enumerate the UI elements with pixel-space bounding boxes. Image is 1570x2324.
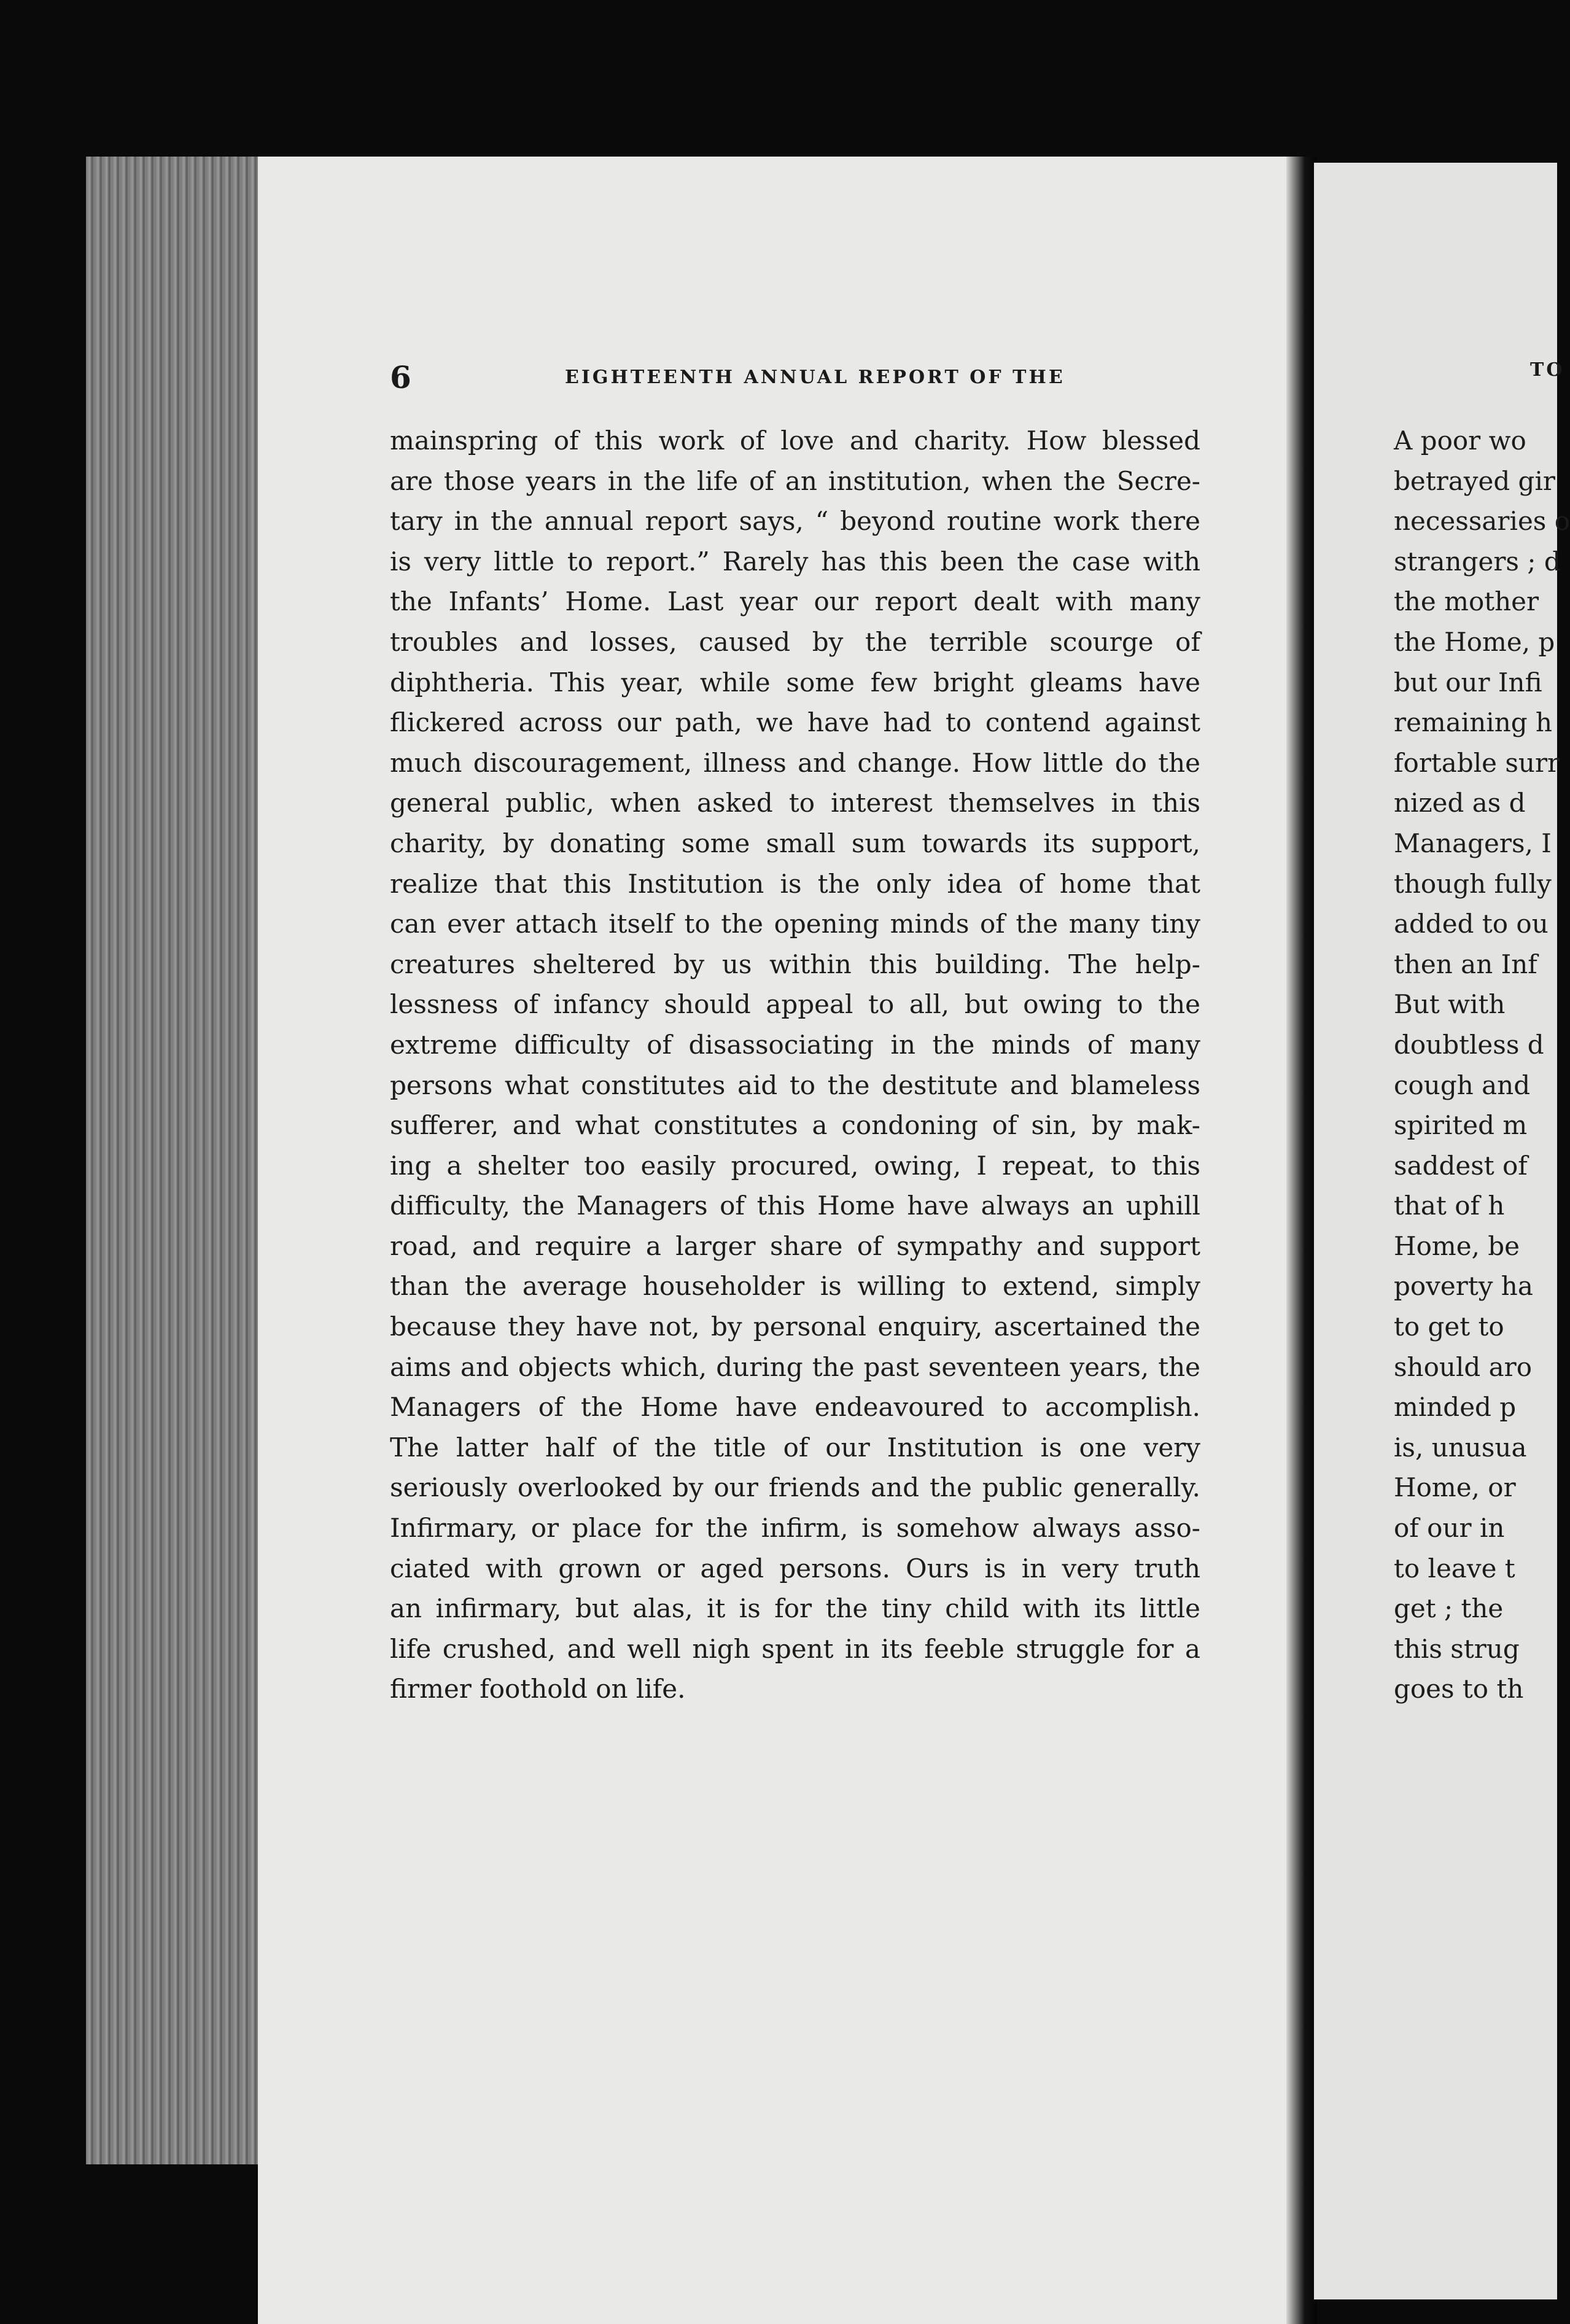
text-line: creatures sheltered by us within this building. The help-: [390, 949, 1200, 979]
text-line: seriously overlooked by our friends and the public generally.: [390, 1472, 1200, 1503]
page-edges: [86, 157, 264, 2164]
text-line: the mother: [1394, 586, 1539, 617]
text-line: of our in: [1394, 1513, 1505, 1544]
text-line: remaining h: [1394, 707, 1553, 738]
text-line: can ever attach itself to the opening minds of the many tiny: [390, 909, 1200, 939]
text-line: lessness of infancy should appeal to all, but owing to the: [390, 989, 1200, 1020]
text-line: though fully: [1394, 868, 1552, 899]
text-line: ciated with grown or aged persons. Ours is in very truth: [390, 1553, 1200, 1584]
text-line: sufferer, and what constitutes a condoning of sin, by mak-: [390, 1110, 1200, 1141]
text-line: Home, be: [1394, 1230, 1520, 1261]
text-line: is, unusua: [1394, 1432, 1527, 1463]
text-line: difficulty, the Managers of this Home have always an uphill: [390, 1191, 1200, 1221]
text-line: that of h: [1394, 1191, 1505, 1221]
text-line: strangers ; d: [1394, 546, 1561, 577]
text-line: than the average householder is willing to extend, simply: [390, 1271, 1200, 1302]
text-line: because they have not, by personal enquiry, ascertained the: [390, 1312, 1200, 1342]
text-line: saddest of: [1394, 1150, 1528, 1181]
text-line: extreme difficulty of disassociating in the minds of many: [390, 1029, 1200, 1060]
right-page-text: [1394, 421, 1570, 1709]
text-line: realize that this Institution is the only idea of home that: [390, 868, 1200, 899]
text-line: the Infants’ Home. Last year our report dealt with many: [390, 586, 1200, 617]
book-gutter: [1286, 157, 1317, 2324]
text-line: mainspring of this work of love and charity. How blessed: [390, 426, 1200, 456]
text-line: tary in the annual report says, “ beyond routine work there: [390, 506, 1200, 537]
text-line: aims and objects which, during the past seventeen years, the: [390, 1351, 1200, 1382]
text-line: Infirmary, or place for the infirm, is somehow always asso-: [390, 1513, 1200, 1544]
text-line: troubles and losses, caused by the terrible scourge of: [390, 626, 1200, 657]
text-line: general public, when asked to interest themselves in this: [390, 788, 1200, 818]
text-line: doubtless d: [1394, 1029, 1544, 1060]
text-line: ing a shelter too easily procured, owing, I repeat, to this: [390, 1150, 1200, 1181]
text-line: diphtheria. This year, while some few bright gleams have: [390, 667, 1200, 698]
running-head: EIGHTEENTH ANNUAL REPORT OF THE: [565, 367, 1065, 388]
text-line: necessaries o: [1394, 506, 1570, 537]
text-line: minded p: [1394, 1392, 1517, 1423]
text-line: spirited m: [1394, 1110, 1528, 1141]
text-line: should aro: [1394, 1351, 1533, 1382]
text-line: much discouragement, illness and change. How little do the: [390, 747, 1200, 778]
text-line: Home, or: [1394, 1472, 1516, 1503]
text-line: this strug: [1394, 1633, 1520, 1664]
text-line: The latter half of the title of our Institution is one very: [390, 1432, 1200, 1463]
text-line: get ; the: [1394, 1593, 1504, 1624]
text-line: poverty ha: [1394, 1271, 1533, 1302]
text-line: added to ou: [1394, 909, 1549, 939]
text-line: Managers of the Home have endeavoured to accomplish.: [390, 1392, 1200, 1423]
text-line: charity, by donating some small sum towards its support,: [390, 828, 1200, 858]
text-line: cough and: [1394, 1070, 1531, 1100]
text-line: betrayed gir: [1394, 465, 1555, 496]
text-line: flickered across our path, we have had to contend against: [390, 707, 1200, 738]
text-line: is very little to report.” Rarely has this been the case with: [390, 546, 1200, 577]
text-line: firmer foothold on life.: [390, 1674, 686, 1704]
page-number: 6: [390, 359, 411, 395]
text-line: persons what constitutes aid to the destitute and blameless: [390, 1070, 1200, 1100]
text-line: goes to th: [1394, 1674, 1524, 1704]
text-line: then an Inf: [1394, 949, 1537, 979]
text-line: the Home, p: [1394, 626, 1555, 657]
text-line: road, and require a larger share of sympathy and support: [390, 1230, 1200, 1261]
right-running-head: TO: [1530, 359, 1565, 381]
text-line: fortable surr: [1394, 747, 1560, 778]
text-line: but our Infi: [1394, 667, 1542, 698]
text-line: life crushed, and well nigh spent in its feeble struggle for a: [390, 1633, 1200, 1664]
text-line: to leave t: [1394, 1553, 1515, 1584]
text-line: to get to: [1394, 1312, 1504, 1342]
text-line: are those years in the life of an institution, when the Secre-: [390, 465, 1200, 496]
text-line: an infirmary, but alas, it is for the tiny child with its little: [390, 1593, 1200, 1624]
text-line: Managers, I: [1394, 828, 1552, 858]
text-line: nized as d: [1394, 788, 1526, 818]
text-line: A poor wo: [1394, 426, 1526, 456]
left-page-text: [390, 421, 1200, 1709]
text-line: But with: [1394, 989, 1506, 1020]
